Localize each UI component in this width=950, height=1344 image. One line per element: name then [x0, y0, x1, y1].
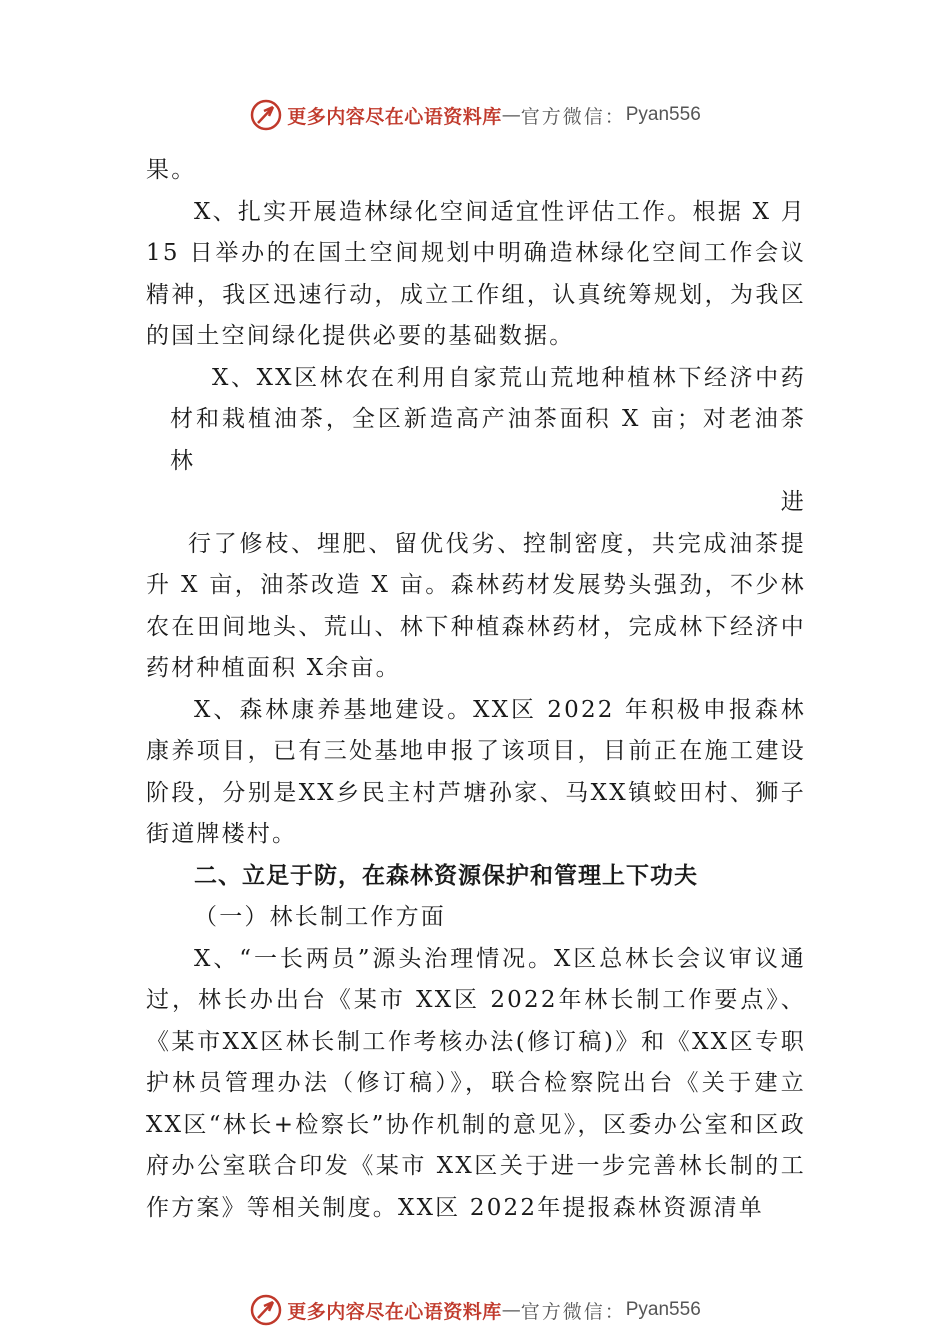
- footer-watermark: [0, 1290, 950, 1330]
- paragraph-1: X、扎实开展造林绿化空间适宜性评估工作。根据 X 月 15 日举办的在国土空间规划中明确造林绿化空间工作会议精神，我区迅速行动，成立工作组，认真统筹规划，为我区的国土空间绿化提供必要的基础数据。: [146, 198, 806, 349]
- header-separator: —: [501, 104, 521, 126]
- footer-wechat-id: Pyan556: [625, 1299, 701, 1320]
- paragraph-2c: 行了修枝、埋肥、留优伐劣、控制密度，共完成油茶提升 X 亩，油茶改造 X 亩。森林药材发展势头强劲，不少林农在田间地头、荒山、林下种植森林药材，完成林下经济中药材种植面积 X余亩。: [146, 530, 806, 681]
- paragraph-4: X、“一长两员”源头治理情况。X区总林长会议审议通过，林长办出台《某市 XX区 2022年林长制工作要点》、《某市XX区林长制工作考核办法(修订稿)》和《XX区专职护林员管理办法（修订稿）》，联合检察院出台《关于建立XX区“林长+检察长”协作机制的意见》，区委办公室和区政府办公室联合印发《某市 XX区关于进一步完善林长制的工作方案》等相关制度。XX区 2022年提报森林资源清单: [146, 945, 806, 1221]
- footer-separator: —: [501, 1299, 521, 1321]
- document-body: [146, 150, 806, 1229]
- quill-logo-icon: [249, 1293, 283, 1327]
- paragraph-2a: X、XX区林农在利用自家荒山荒地种植林下经济中药材和栽植油茶，全区新造高产油茶面积 X 亩；对老油茶林: [170, 364, 806, 474]
- header-wechat-label: 官方微信：: [520, 105, 626, 128]
- paragraph-0: 果。: [146, 157, 197, 183]
- header-watermark: [0, 95, 950, 135]
- paragraph-2b: 进: [780, 489, 806, 515]
- paragraph-3: X、森林康养基地建设。XX区 2022 年积极申报森林康养项目，已有三处基地申报了该项目，目前正在施工建设阶段，分别是XX乡民主村芦塘孙家、马XX镇蛟田村、狮子街道牌楼村。: [146, 696, 806, 847]
- footer-wechat-label: 官方微信：: [520, 1300, 626, 1323]
- header-wechat-id: Pyan556: [625, 104, 701, 125]
- quill-logo-icon: [249, 98, 283, 132]
- footer-brand: 更多内容尽在心语资料库: [287, 1300, 502, 1323]
- header-brand: 更多内容尽在心语资料库: [287, 105, 502, 128]
- subsection-heading: （一）林长制工作方面: [194, 904, 446, 930]
- section-heading: 二、立足于防，在森林资源保护和管理上下功夫: [194, 862, 698, 889]
